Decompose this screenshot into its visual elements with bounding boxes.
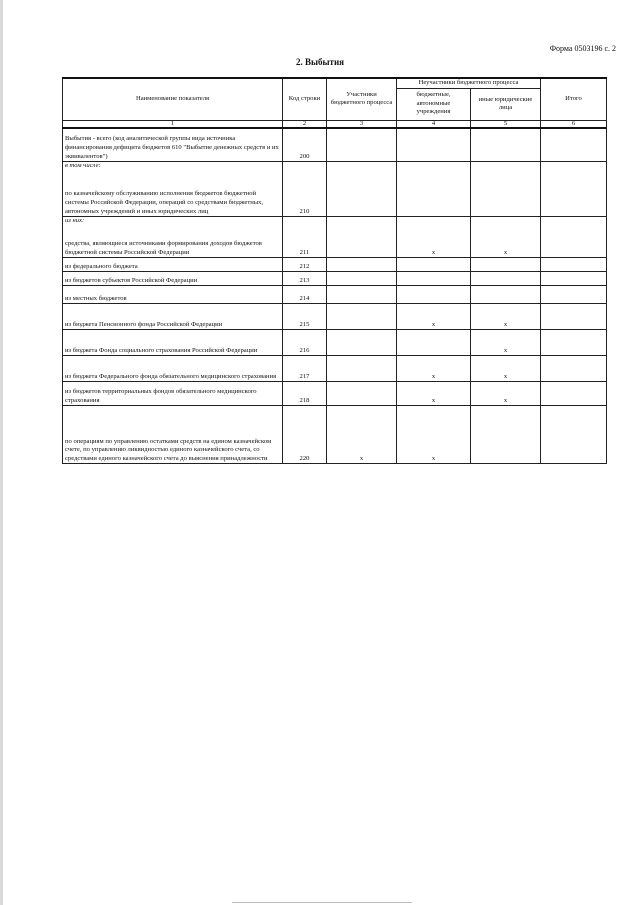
cell-other-legal — [471, 171, 541, 217]
scan-edge-mark — [232, 902, 412, 903]
col-header-name: Наименование показателя — [63, 78, 283, 120]
table-row — [63, 330, 607, 356]
table-row — [63, 286, 607, 304]
row-code: 215 — [283, 304, 327, 330]
cell-total — [541, 128, 607, 162]
cell-budget-autonomous: x — [397, 226, 471, 258]
cell-participants — [327, 286, 397, 304]
row-code: 216 — [283, 330, 327, 356]
cell-budget-autonomous: x — [397, 382, 471, 406]
cell-other-legal — [471, 286, 541, 304]
cell-budget-autonomous — [397, 330, 471, 356]
col-header-budget-autonomous: бюджетные, автономные учреждения — [397, 88, 471, 120]
row-name: из бюджета Пенсионного фонда Российской Федерации — [63, 304, 283, 330]
cell-budget-autonomous: x — [397, 356, 471, 382]
cell-other-legal — [471, 128, 541, 162]
page-edge — [0, 0, 3, 905]
cell-participants — [327, 356, 397, 382]
cell-budget-autonomous: x — [397, 304, 471, 330]
cell-other-legal — [471, 162, 541, 171]
cell-participants — [327, 217, 397, 226]
cell-total — [541, 356, 607, 382]
col-number: 1 — [63, 120, 283, 128]
cell-total — [541, 286, 607, 304]
row-name: из федерального бюджета — [63, 258, 283, 272]
row-name: по операциям по управлению остатками средств на едином казначейском счете, по управлению ликвидностью единого казначейского счета, со средствами единого казначейского счета до выяснения принадлежности — [63, 406, 283, 464]
cell-participants — [327, 128, 397, 162]
col-number: 5 — [471, 120, 541, 128]
cell-total — [541, 171, 607, 217]
cell-budget-autonomous — [397, 217, 471, 226]
row-name: по казначейскому обслуживанию исполнения бюджетов бюджетной системы Российской Федерации, операций со средствами бюджетных, автономных учреждений и иных юридических лиц — [63, 171, 283, 217]
row-code: 213 — [283, 272, 327, 286]
col-number: 3 — [327, 120, 397, 128]
table-row — [63, 406, 607, 464]
row-name: средства, являющиеся источниками формирования доходов бюджетов бюджетной системы Российской Федерации — [63, 226, 283, 258]
row-code: 214 — [283, 286, 327, 304]
row-code: 220 — [283, 406, 327, 464]
cell-total — [541, 406, 607, 464]
row-code: 212 — [283, 258, 327, 272]
cell-participants — [327, 382, 397, 406]
table-row — [63, 217, 607, 226]
cell-budget-autonomous — [397, 272, 471, 286]
col-header-non-participants: Неучастники бюджетного процесса — [397, 78, 541, 88]
cell-budget-autonomous — [397, 258, 471, 272]
table-row — [63, 128, 607, 162]
table-row — [63, 162, 607, 171]
cell-budget-autonomous — [397, 128, 471, 162]
row-name: из бюджетов территориальных фондов обязательного медицинского страхования — [63, 382, 283, 406]
cell-total — [541, 162, 607, 171]
cell-other-legal: x — [471, 226, 541, 258]
cell-other-legal: x — [471, 382, 541, 406]
row-code — [283, 162, 327, 171]
outflows-table — [62, 77, 607, 464]
cell-other-legal: x — [471, 330, 541, 356]
cell-participants — [327, 226, 397, 258]
table-row — [63, 226, 607, 258]
cell-total — [541, 226, 607, 258]
cell-budget-autonomous — [397, 162, 471, 171]
cell-other-legal — [471, 406, 541, 464]
row-name: из местных бюджетов — [63, 286, 283, 304]
row-name: из бюджетов субъектов Российской Федерации — [63, 272, 283, 286]
cell-total — [541, 304, 607, 330]
cell-participants — [327, 330, 397, 356]
cell-total — [541, 258, 607, 272]
row-name: из бюджета Федерального фонда обязательного медицинского страхования — [63, 356, 283, 382]
cell-total — [541, 272, 607, 286]
row-name-subtitle: из них: — [63, 217, 283, 226]
col-header-other-legal: иные юридические лица — [471, 88, 541, 120]
cell-participants — [327, 258, 397, 272]
cell-participants — [327, 171, 397, 217]
col-header-total: Итого — [541, 78, 607, 120]
cell-participants — [327, 272, 397, 286]
form-code: Форма 0503196 с. 2 — [549, 44, 616, 53]
cell-participants: x — [327, 406, 397, 464]
table-row — [63, 171, 607, 217]
cell-other-legal — [471, 217, 541, 226]
cell-participants — [327, 162, 397, 171]
cell-other-legal: x — [471, 356, 541, 382]
row-code: 211 — [283, 226, 327, 258]
row-code: 200 — [283, 128, 327, 162]
table-row — [63, 382, 607, 406]
cell-total — [541, 330, 607, 356]
col-header-code: Код строки — [283, 78, 327, 120]
row-code: 210 — [283, 171, 327, 217]
row-code — [283, 217, 327, 226]
col-number: 4 — [397, 120, 471, 128]
cell-budget-autonomous — [397, 171, 471, 217]
section-title: 2. Выбытия — [295, 57, 345, 67]
col-number: 2 — [283, 120, 327, 128]
cell-budget-autonomous — [397, 286, 471, 304]
table-row — [63, 356, 607, 382]
cell-total — [541, 382, 607, 406]
row-code: 218 — [283, 382, 327, 406]
cell-budget-autonomous: x — [397, 406, 471, 464]
cell-participants — [327, 304, 397, 330]
table-row — [63, 258, 607, 272]
row-name-subtitle: в том числе: — [63, 162, 283, 171]
col-header-participants: Участники бюджетного процесса — [327, 78, 397, 120]
cell-other-legal: x — [471, 304, 541, 330]
col-number: 6 — [541, 120, 607, 128]
table-row — [63, 304, 607, 330]
table-row — [63, 272, 607, 286]
row-name: Выбытия - всего (код аналитической группы вида источника финансирования дефицита бюджетов 610 "Выбытие денежных средств и их эквивалентов") — [63, 128, 283, 162]
cell-other-legal — [471, 272, 541, 286]
row-code: 217 — [283, 356, 327, 382]
row-name: из бюджета Фонда социального страхования Российской Федерации — [63, 330, 283, 356]
cell-total — [541, 217, 607, 226]
cell-other-legal — [471, 258, 541, 272]
